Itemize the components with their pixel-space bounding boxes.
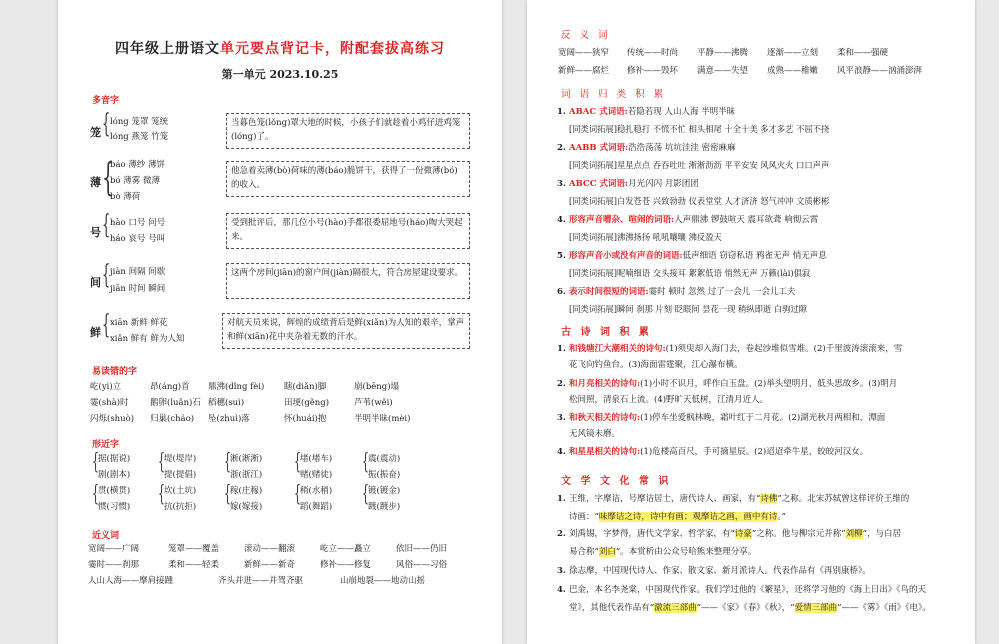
cihui-item xyxy=(557,214,818,227)
item-number: 3. xyxy=(557,566,566,576)
xingjin-word: 震(震动) xyxy=(368,454,401,464)
item-number: 3. xyxy=(557,179,566,189)
brace: { xyxy=(294,482,301,507)
jinyi-pair: 屹立——矗立 xyxy=(320,544,372,554)
yicuo-word: 怀(huái)抱 xyxy=(284,414,327,424)
item-text: 霎时 顿时 忽然 过了一会儿 一会儿工夫 xyxy=(648,287,796,297)
gushi-continuation: 无风镜未磨。 xyxy=(569,429,621,439)
wenxue-item xyxy=(557,528,901,541)
text-run: ”，与白居 xyxy=(862,529,901,539)
jinyi-pair: 滚动——翻滚 xyxy=(244,544,296,554)
duoyin-reading: lóng 燕笼 竹笼 xyxy=(110,132,169,142)
yicuo-word: 瞎(diǎn)脚 xyxy=(284,382,327,392)
yicuo-word: 归巢(cháo) xyxy=(150,414,195,424)
duoyin-char: 号 xyxy=(90,226,101,239)
item-number: 2. xyxy=(557,143,566,153)
jinyi-pair: 齐头并进——并驾齐驱 xyxy=(218,576,304,586)
example-sentence-box: 这两个房间(jiān)的窗户间(jiàn)隔很大，符合房屋建设要求。 xyxy=(226,263,470,299)
text-run: 徐志摩，中国现代诗人、作家、散文家、新月派诗人。代表作品有《再别康桥》。 xyxy=(569,566,871,576)
item-text: 月光闪闪 月影团团 xyxy=(628,179,699,189)
item-label: AABB 式词语: xyxy=(569,143,629,153)
example-sentence-box: 受到批评后，那几位小号(hào)手都很委屈地号(háo)啕大哭起来。 xyxy=(226,213,470,249)
yicuo-word: 坠(zhuì)落 xyxy=(208,414,250,424)
brace: { xyxy=(224,450,231,475)
highlighted-text: 诗佛 xyxy=(760,494,778,504)
cihui-extension: [同类词拓展]星星点点 吞吞吐吐 淅淅沥沥 平平安安 风风火火 口口声声 xyxy=(569,160,830,170)
cihui-extension: [同类词拓展]瞬间 刹那 片刻 眨眼间 昙花一现 稍纵即逝 白驹过隙 xyxy=(569,304,808,314)
fanyi-pair: 宽阔——狭窄 xyxy=(558,48,610,58)
fanyi-pair: 满意——失望 xyxy=(697,66,749,76)
highlighted-text: 爱情三部曲 xyxy=(794,603,838,613)
yicuo-word: 鼎沸(dǐng fèi) xyxy=(208,382,265,392)
text-run: 诗画：“ xyxy=(569,512,599,522)
item-number: 2. xyxy=(557,529,566,539)
gushi-item xyxy=(557,412,885,425)
xingjin-word: 浙(浙江) xyxy=(230,470,263,480)
brace: { xyxy=(158,450,165,475)
xingjin-word: 贯(横贯) xyxy=(98,486,131,496)
cihui-heading: 词 语 归 类 积 累 xyxy=(561,89,667,100)
fanyi-pair: 平静——沸腾 xyxy=(697,48,749,58)
item-text: 低声细语 窃窃私语 鸦雀无声 悄无声息 xyxy=(682,251,827,261)
xingjin-word: 赌(赌徒) xyxy=(300,470,333,480)
jinyi-pair: 修补——修复 xyxy=(320,560,372,570)
cihui-item xyxy=(557,286,795,299)
yicuo-word: 芦苇(wěi) xyxy=(354,398,393,408)
duoyin-reading: bó 薄雾 微薄 xyxy=(110,176,160,186)
brace: { xyxy=(92,482,99,507)
xingjin-word: 坎(土坑) xyxy=(164,486,197,496)
duoyin-reading: báo 薄纱 薄饼 xyxy=(110,160,166,170)
gushi-item xyxy=(557,378,897,391)
cihui-item xyxy=(557,178,699,191)
brace: { xyxy=(102,210,111,240)
highlighted-text: 味摩诘之诗，诗中有画；观摩诘之画，画中有诗 xyxy=(598,512,778,522)
cihui-extension: [同类词拓展]白发苍苍 兴致勃勃 仪表堂堂 人才济济 怒气冲冲 文质彬彬 xyxy=(569,196,830,206)
item-label: 形容声音小或没有声音的词语: xyxy=(569,251,683,261)
gushi-item xyxy=(557,343,902,356)
fanyi-pair: 新鲜——腐烂 xyxy=(558,66,610,76)
xingjin-word: 剧(剧本) xyxy=(98,470,131,480)
brace: { xyxy=(362,450,369,475)
yicuo-word: 昂(áng)首 xyxy=(150,382,190,392)
item-number: 2. xyxy=(557,379,566,389)
brace: { xyxy=(294,450,301,475)
item-number: 5. xyxy=(557,251,566,261)
item-number: 3. xyxy=(557,413,566,423)
item-label: ABCC 式词语: xyxy=(569,179,629,189)
xingjin-word: 镀(镀金) xyxy=(368,486,401,496)
example-sentence-box: 当暮色笼(lǒng)罩大地的时候，小孩子们就趁着小鸡仔进鸡笼(lóng)了。 xyxy=(226,113,470,149)
text-run: 刘禹锡，字梦得，唐代文学家、哲学家，有“ xyxy=(569,529,735,539)
duoyin-heading: 多音字 xyxy=(92,96,120,106)
item-text: (1)须臾却入海门去，卷起沙堆似雪堆。(2)千里波涛滚滚来，雪 xyxy=(665,344,903,354)
item-number: 4. xyxy=(557,585,566,595)
item-text: 浩浩荡荡 坑坑洼洼 密密麻麻 xyxy=(628,143,736,153)
cihui-extension: [同类词拓展]呢喃细语 交头接耳 絮絮低语 悄然无声 万籁(lài)俱寂 xyxy=(569,268,811,278)
gushi-heading: 古 诗 词 积 累 xyxy=(561,327,652,338)
yicuo-word: 半明半昧(mèi) xyxy=(354,414,411,424)
jinyi-pair: 柔和——轻柔 xyxy=(168,560,220,570)
duoyin-reading: xiān 新鲜 鲜花 xyxy=(110,318,168,328)
xingjin-word: 踱(踱步) xyxy=(368,502,401,512)
text-run: 堂》，其他代表作品有“ xyxy=(569,603,655,613)
text-run: 王维，字摩诘，号摩诘居士，唐代诗人、画家，有“ xyxy=(569,494,761,504)
brace: { xyxy=(362,482,369,507)
wenxue-item xyxy=(557,584,926,597)
jinyi-pair: 山崩地裂——地动山摇 xyxy=(340,576,426,586)
xingjin-word: 提(提倡) xyxy=(164,470,197,480)
wenxue-continuation xyxy=(569,602,931,615)
item-text: 若隐若现 人山人海 半明半昧 xyxy=(627,107,736,117)
jinyi-pair: 人山人海——摩肩接踵 xyxy=(88,576,174,586)
duoyin-reading: bò 薄荷 xyxy=(110,192,141,202)
wenxue-item xyxy=(557,493,909,506)
jinyi-pair: 笼罩——覆盖 xyxy=(168,544,220,554)
yicuo-word: 田埂(gěng) xyxy=(284,398,330,408)
yicuo-word: 稻穗(suì) xyxy=(208,398,245,408)
cihui-extension: [同类词拓展]稳扎稳打 不慌不忙 相头相尾 十全十美 多才多艺 不屈不挠 xyxy=(569,124,830,134)
left-page xyxy=(58,0,502,644)
example-sentence-box: 他急着卖薄(bò)荷味的薄(báo)脆饼干，获得了一份微薄(bó)的收入。 xyxy=(226,161,470,197)
xingjin-word: 蹈(舞蹈) xyxy=(300,502,333,512)
item-label: 和星星相关的诗句: xyxy=(569,447,641,457)
duoyin-reading: jiàn 间隔 间歇 xyxy=(110,267,166,277)
xingjin-word: 振(振奋) xyxy=(368,470,401,480)
item-number: 6. xyxy=(557,287,566,297)
duoyin-reading: lóng 笼罩 笼统 xyxy=(110,117,169,127)
cihui-item xyxy=(557,250,827,263)
fanyi-pair: 逐渐——立刻 xyxy=(767,48,819,58)
text-run: 巴金，本名李尧棠，中国现代作家。我们学过他的《繁星》，还将学习他的《海上日出》《鸟的天 xyxy=(569,585,927,595)
text-run: ”之称。他与柳宗元并称“ xyxy=(751,529,846,539)
brace: { xyxy=(102,310,111,340)
duoyin-reading: háo 哀号 号叫 xyxy=(110,234,166,244)
item-number: 4. xyxy=(557,447,566,457)
wenxue-continuation xyxy=(569,511,786,524)
jinyi-heading: 近义词 xyxy=(92,531,120,541)
xingjin-word: 淅(淅淅) xyxy=(230,454,263,464)
brace: { xyxy=(102,260,111,290)
duoyin-char: 笼 xyxy=(90,126,101,139)
fanyi-pair: 成熟——稚嫩 xyxy=(767,66,819,76)
fanyi-pair: 柔和——强硬 xyxy=(837,48,889,58)
text-run: 易合称“ xyxy=(569,547,599,557)
page-title: 四年级上册语文单元要点背记卡，附配套拔高练习 xyxy=(115,41,445,57)
xingjin-word: 稼(庄稼) xyxy=(230,486,263,496)
item-label: ABAC 式词语: xyxy=(569,107,628,117)
brace: { xyxy=(158,482,165,507)
fanyi-pair: 风平浪静——汹涌澎湃 xyxy=(837,66,923,76)
xingjin-word: 据(据说) xyxy=(98,454,131,464)
item-text: (1)小时不识月，呼作白玉盘。(2)举头望明月，低头思故乡。(3)明月 xyxy=(640,379,898,389)
jinyi-pair: 依旧——仍旧 xyxy=(396,544,448,554)
fanyi-pair: 传统——时尚 xyxy=(627,48,679,58)
gushi-continuation: 花飞向钓鱼台。(3)海面雷霆聚，江心瀑布横。 xyxy=(569,360,743,370)
fanyi-pair: 修补——毁坏 xyxy=(627,66,679,76)
highlighted-text: 激流三部曲 xyxy=(654,603,697,613)
item-label: 形容声音嘈杂、喧闹的词语: xyxy=(569,215,675,225)
duoyin-char: 间 xyxy=(90,276,101,289)
yicuo-word: 鹅卵(luǎn)石 xyxy=(150,398,201,408)
brace: { xyxy=(224,482,231,507)
duoyin-reading: xiǎn 鲜有 鲜为人知 xyxy=(110,334,185,344)
duoyin-char: 薄 xyxy=(90,176,101,189)
highlighted-text: 刘柳 xyxy=(845,529,863,539)
gushi-item xyxy=(557,446,868,459)
cihui-item xyxy=(557,142,736,155)
xingjin-heading: 形近字 xyxy=(92,440,120,450)
item-label: 和月亮相关的诗句: xyxy=(569,379,641,389)
xingjin-word: 堵(堵车) xyxy=(300,454,333,464)
example-sentence-box: 对航天员来说，辉煌的成绩背后是鲜(xiǎn)为人知的艰辛，掌声和鲜(xiān)花中夹杂着无数的汗水。 xyxy=(222,313,470,349)
jinyi-pair: 新鲜——新奇 xyxy=(244,560,296,570)
item-number: 1. xyxy=(557,107,566,117)
text-run: ”之称。北宋苏轼曾这样评价王维的 xyxy=(777,494,910,504)
item-number: 1. xyxy=(557,494,566,504)
brace: { xyxy=(92,450,99,475)
xingjin-word: 嫁(嫁接) xyxy=(230,502,263,512)
xingjin-word: 惯(习惯) xyxy=(98,502,131,512)
duoyin-char: 鲜 xyxy=(90,326,101,339)
item-label: 和秋天相关的诗句: xyxy=(569,413,641,423)
yicuo-heading: 易读错的字 xyxy=(92,367,138,377)
item-text: (1)危楼高百尺，手可摘星辰。(2)迢迢牵牛星，皎皎河汉女。 xyxy=(640,447,869,457)
text-run: 。” xyxy=(777,512,786,522)
xingjin-word: 稍(水稍) xyxy=(300,486,333,496)
item-text: 人声鼎沸 锣鼓喧天 震耳欲聋 响彻云霄 xyxy=(674,215,819,225)
jinyi-pair: 宽阔——广阔 xyxy=(88,544,140,554)
item-label: 和钱塘江大潮相关的诗句: xyxy=(569,344,666,354)
cihui-extension: [同类词拓展]沸沸扬扬 吼吼嚷嚷 沸反盈天 xyxy=(569,232,722,242)
wenxue-heading: 文 学 文 化 常 识 xyxy=(561,476,672,487)
yicuo-word: 崩(bēng)塌 xyxy=(354,382,400,392)
wenxue-continuation xyxy=(569,546,756,559)
item-number: 4. xyxy=(557,215,566,225)
highlighted-text: 诗豪 xyxy=(734,529,752,539)
yicuo-word: 闪烁(shuò) xyxy=(90,414,135,424)
cihui-item xyxy=(557,106,735,119)
brace: { xyxy=(102,109,111,139)
xingjin-word: 抗(抗拒) xyxy=(164,502,197,512)
text-run: ”——《家》《春》《秋》，“ xyxy=(696,603,795,613)
item-number: 1. xyxy=(557,344,566,354)
item-text: (1)停车坐爱枫林晚，霜叶红于二月花。(2)湖光秋月两相和，潭面 xyxy=(640,413,886,423)
wenxue-item xyxy=(557,565,871,578)
brace: { xyxy=(102,155,115,199)
yicuo-word: 霎(shà)时 xyxy=(90,398,129,408)
text-run: ”。本赏析由公众号哈熊来整理分享。 xyxy=(615,547,757,557)
text-run: ”——《雾》《雨》《电》。 xyxy=(837,603,931,613)
unit-subtitle: 第一单元 2023.10.25 xyxy=(221,68,339,81)
duoyin-reading: jiān 时间 瞬间 xyxy=(110,284,166,294)
jinyi-pair: 风俗——习俗 xyxy=(396,560,448,570)
item-label: 表示时间很短的词语: xyxy=(569,287,649,297)
fanyi-heading: 反 义 词 xyxy=(561,30,611,41)
highlighted-text: 刘白 xyxy=(598,547,616,557)
duoyin-reading: hào 口号 问号 xyxy=(110,218,166,228)
yicuo-word: 屹(yì)立 xyxy=(90,382,122,392)
xingjin-word: 堤(堤岸) xyxy=(164,454,197,464)
gushi-continuation: 松间照，清泉石上流。(4)野旷天低树，江清月近人。 xyxy=(569,395,769,405)
jinyi-pair: 霎时——刹那 xyxy=(88,560,140,570)
right-page xyxy=(527,0,975,644)
